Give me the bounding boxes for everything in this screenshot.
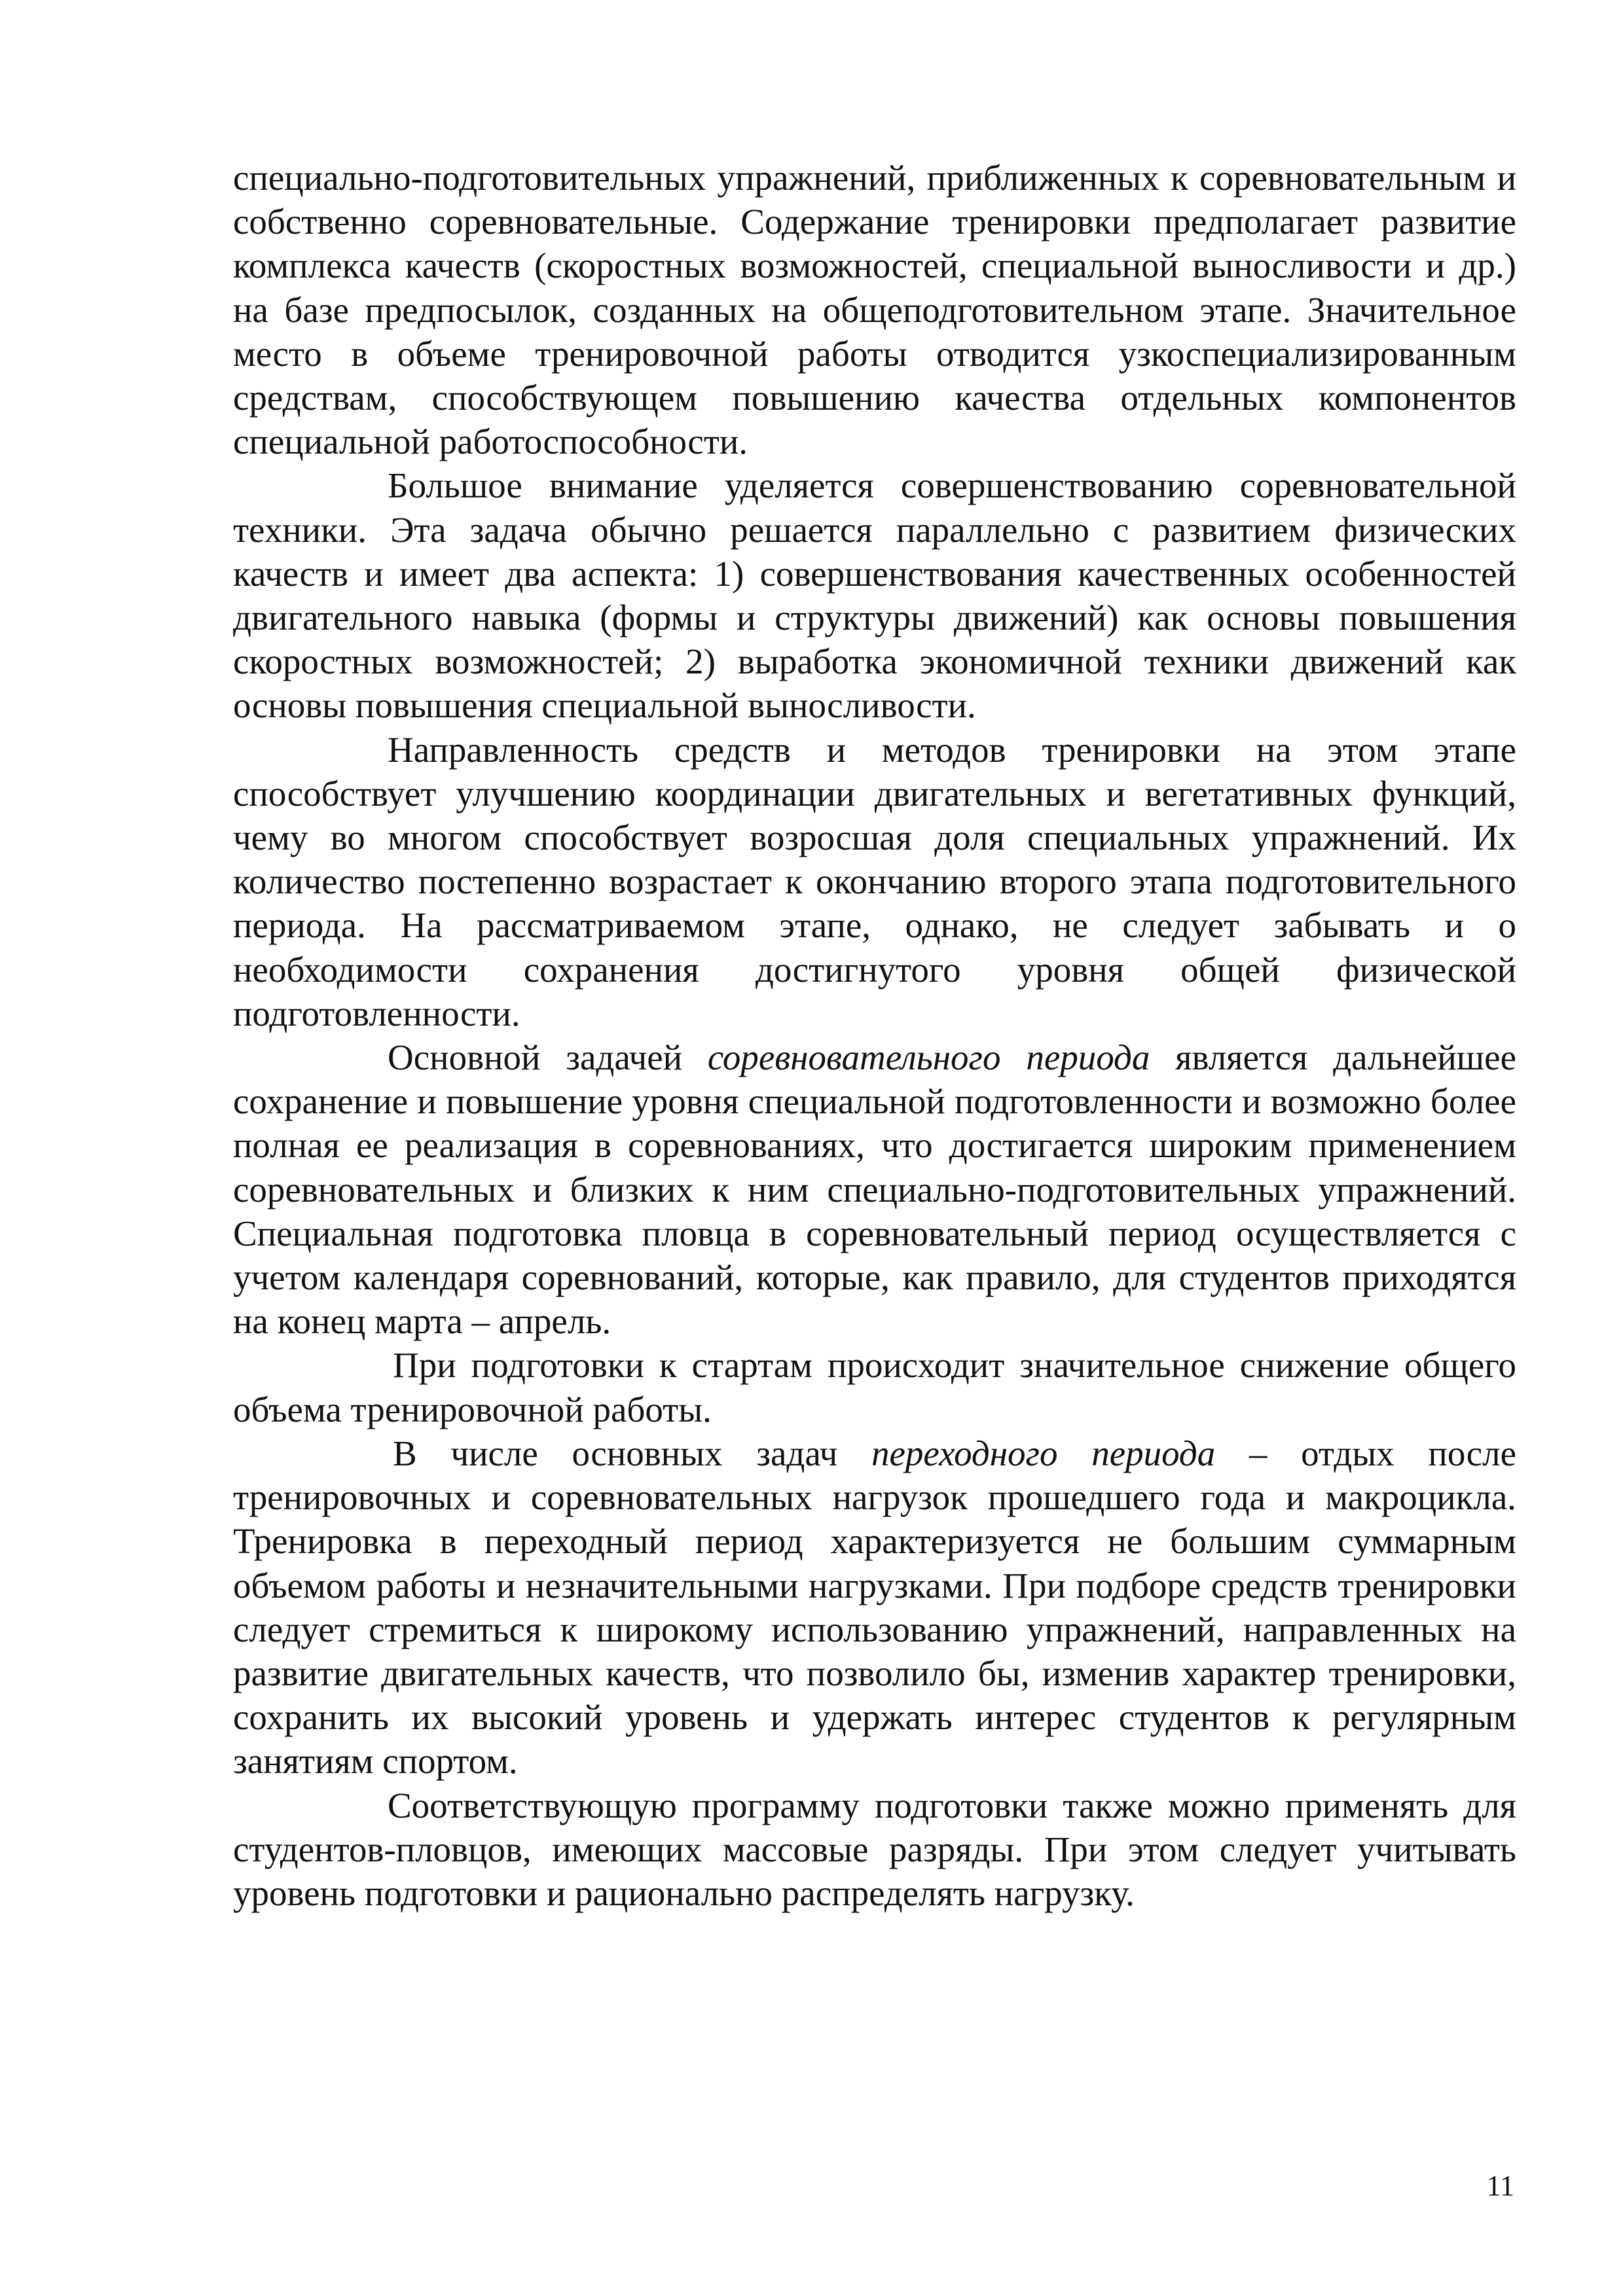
paragraph-6-start: В числе основных задач [393,1433,871,1473]
paragraph-4-start: Основной задачей [388,1037,708,1078]
paragraph-4-end: является дальнейшее сохранение и повышение уровня специальной подготовленности и возможно более полная ее реализация в соревнованиях, что достигается широким применением соревновательных и близких к ним специально-подготовительных упражнений. Специальная подготовка пловца в соревновательный период осуществляется с учетом календаря соревнований, которые, как правило, для студентов приходятся на конец марта – апрель. [233,1037,1516,1342]
term-transition-period: переходного периода [871,1433,1216,1473]
paragraph-4 [233,1035,1516,1343]
paragraph-5: При подготовки к стартам происходит значительное снижение общего объема тренировочной работы. [233,1345,1516,1429]
paragraph-1: специально-подготовительных упражнений, приближенных к соревновательным и собственно соревновательные. Содержание тренировки предполагает развитие комплекса качеств (скоростных возможностей, специальной выносливости и др.) на базе предпосылок, созданных на общеподготовительном этапе. Значительное место в объеме тренировочной работы отводится узкоспециализированным средствам, способствующем повышению качества отдельных компонентов специальной работоспособности. [233,158,1516,462]
term-competition-period: соревновательного периода [707,1037,1150,1078]
page-number: 11 [1486,2170,1514,2202]
paragraph-2: Большое внимание уделяется совершенствованию соревновательной техники. Эта задача обычно решается параллельно с развитием физических качеств и имеет два аспекта: 1) совершенствования качественных особенностей двигательного навыка (формы и структуры движений) как основы повышения скоростных возможностей; 2) выработка экономичной техники движений как основы повышения специальной выносливости. [233,465,1516,726]
paragraph-7: Соответствующую программу подготовки также можно применять для студентов-пловцов, имеющих массовые разряды. При этом следует учитывать уровень подготовки и рационально распределять нагрузку. [233,1785,1516,1913]
text-body [233,156,1516,1915]
paragraph-6 [233,1431,1516,1784]
paragraph-3: Направленность средств и методов тренировки на этом этапе способствует улучшению координации двигательных и вегетативных функций, чему во многом способствует возросшая доля специальных упражнений. Их количество постепенно возрастает к окончанию второго этапа подготовительного периода. На рассматриваемом этапе, однако, не следует забывать и о необходимости сохранения достигнутого уровня общей физической подготовленности. [233,729,1516,1033]
paragraph-6-end: – отдых после тренировочных и соревновательных нагрузок прошедшего года и макроцикла. Тренировка в переходный период характеризуется не большим суммарным объемом работы и незначительными нагрузками. При подборе средств тренировки следует стремиться к широкому использованию упражнений, направленных на развитие двигательных качеств, что позволило бы, изменив характер тренировки, сохранить их высокий уровень и удержать интерес студентов к регулярным занятиям спортом. [233,1433,1516,1782]
